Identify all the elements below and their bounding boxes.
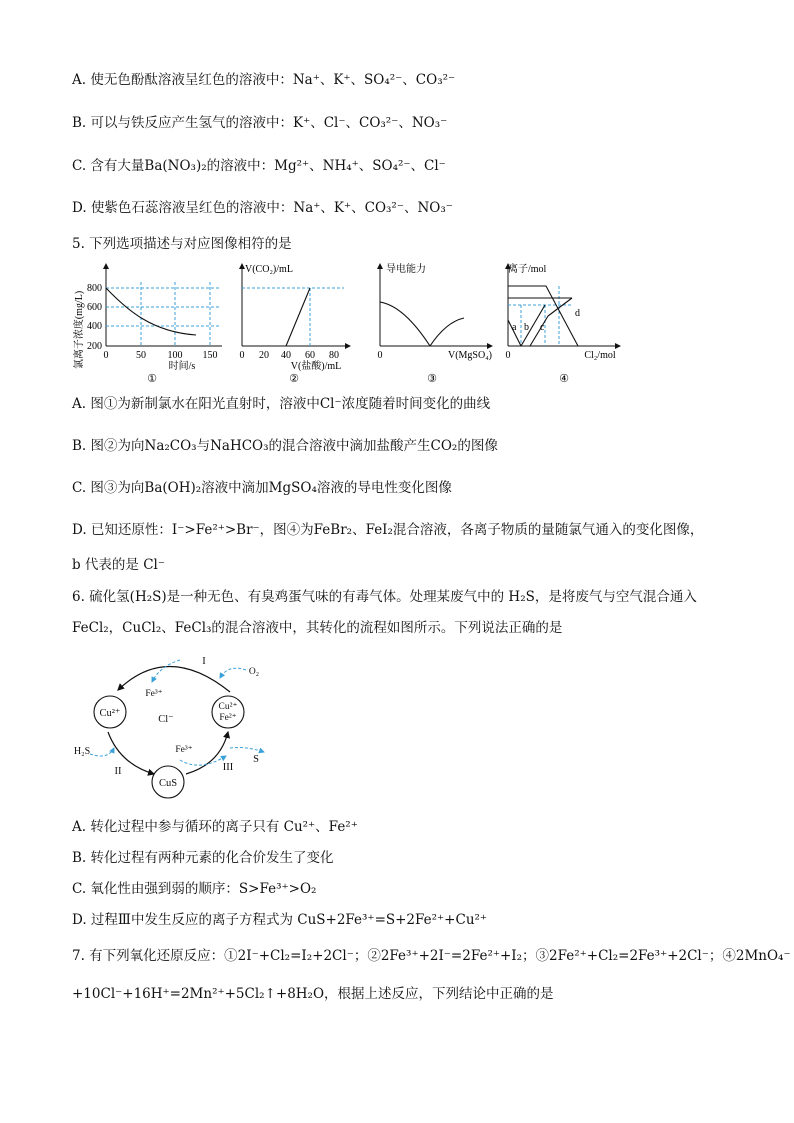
q6-cycle-diagram: [68, 648, 298, 812]
fig1-xtick-100: 100: [167, 350, 183, 361]
q7-line1: 7. 有下列氧化还原反应：①2I⁻+Cl₂=I₂+2Cl⁻；②2Fe³⁺+2I⁻=2Fe²⁺+I₂；③2Fe²⁺+Cl₂=2Fe³⁺+2Cl⁻；④2MnO₄⁻: [72, 948, 791, 964]
label-fe3-bottom: Fe³⁺: [175, 745, 193, 755]
fig4-label-c: c: [540, 322, 545, 333]
fig2-xtick-40: 40: [281, 350, 291, 361]
fig2-xtick-60: 60: [305, 350, 315, 361]
fig2-ylabel: V(CO₂)/mL: [245, 264, 293, 275]
q4-option-c: C. 含有大量Ba(NO₃)₂的溶液中：Mg²⁺、NH₄⁺、SO₄²⁻、Cl⁻: [72, 158, 446, 174]
fig1-ytick-200: 200: [87, 341, 102, 352]
fig3-ylabel: 导电能力: [386, 264, 426, 275]
q6-stem-line2: FeCl₂，CuCl₂、FeCl₃的混合溶液中，其转化的流程如图所示。下列说法正确的是: [72, 620, 563, 636]
label-step-2: II: [114, 766, 122, 777]
q7-line2: +10Cl⁻+16H⁺=2Mn²⁺+5Cl₂↑+8H₂O，根据上述反应，下列结论中正确的是: [72, 986, 554, 1002]
fig1-ytick-800: 800: [87, 283, 102, 294]
q5-stem: 5. 下列选项描述与对应图像相符的是: [72, 236, 292, 252]
figure-3: [378, 262, 493, 385]
node-cu2-right: Cu²⁺: [218, 702, 238, 712]
node-fe2-right: Fe²⁺: [219, 713, 237, 723]
q6-option-b: B. 转化过程有两种元素的化合价发生了变化: [72, 850, 334, 866]
fig1-number: ①: [147, 373, 157, 385]
label-o2: O₂: [248, 667, 260, 677]
fig2-xtick-20: 20: [259, 350, 269, 361]
node-cu2: Cu²⁺: [99, 708, 121, 719]
fig2-xlabel: V(盐酸)/mL: [290, 361, 342, 372]
q6-option-a: A. 转化过程中参与循环的离子只有 Cu²⁺、Fe²⁺: [72, 819, 358, 835]
label-step-1: I: [202, 656, 206, 667]
q5-option-d-line2: b 代表的是 Cl⁻: [72, 557, 165, 573]
q4-option-a: A. 使无色酚酞溶液呈红色的溶液中：Na⁺、K⁺、SO₄²⁻、CO₃²⁻: [72, 72, 456, 88]
figure-2: [240, 264, 351, 385]
fig1-ylabel: 氯离子浓度(mg/L): [74, 290, 85, 370]
label-fe3-top: Fe³⁺: [145, 689, 163, 699]
label-cl: Cl⁻: [158, 714, 174, 725]
fig4-ylabel: 离子/mol: [508, 264, 547, 275]
label-step-3: III: [222, 762, 234, 773]
fig4-origin: 0: [505, 350, 511, 361]
q5-option-b: B. 图②为向Na₂CO₃与NaHCO₃的混合溶液中滴加盐酸产生CO₂的图像: [72, 438, 498, 454]
q4-option-b: B. 可以与铁反应产生氢气的溶液中：K⁺、Cl⁻、CO₃²⁻、NO₃⁻: [72, 115, 448, 131]
fig2-xtick-0: 0: [239, 350, 245, 361]
figure-1: [72, 264, 222, 385]
q6-option-d: D. 过程Ⅲ中发生反应的离子方程式为 CuS+2Fe³⁺=S+2Fe²⁺+Cu²⁺: [72, 912, 488, 928]
fig1-ytick-400: 400: [87, 321, 102, 332]
fig1-xtick-150: 150: [202, 350, 218, 361]
fig4-number: ④: [559, 373, 569, 385]
label-s: S: [253, 754, 259, 765]
q5-figure-set: [72, 258, 632, 390]
fig1-ytick-600: 600: [87, 302, 102, 313]
fig1-xlabel: 时间/s: [168, 361, 196, 372]
fig2-number: ②: [289, 373, 299, 385]
fig1-xtick-50: 50: [136, 350, 146, 361]
node-cus: CuS: [158, 778, 178, 789]
fig4-label-a: a: [512, 322, 517, 333]
q5-figures: [72, 258, 632, 394]
q5-option-a: A. 图①为新制氯水在阳光直射时，溶液中Cl⁻浓度随着时间变化的曲线: [72, 396, 491, 412]
fig2-xtick-80: 80: [329, 350, 339, 361]
fig4-xlabel: Cl₂/mol: [584, 350, 616, 361]
fig3-xlabel: V(MgSO₄): [447, 350, 493, 361]
fig4-label-d: d: [575, 308, 580, 319]
q6-option-c: C. 氧化性由强到弱的顺序：S>Fe³⁺>O₂: [72, 881, 317, 897]
q4-option-d: D. 使紫色石蕊溶液呈红色的溶液中：Na⁺、K⁺、CO₃²⁻、NO₃⁻: [72, 200, 453, 216]
fig1-xtick-0: 0: [103, 350, 109, 361]
fig4-label-b: b: [524, 322, 529, 333]
q5-option-d-line1: D. 已知还原性：I⁻>Fe²⁺>Br⁻，图④为FeBr₂、FeI₂混合溶液，各离子物质的量随氯气通入的变化图像，: [72, 522, 704, 538]
q6-stem-line1: 6. 硫化氢(H₂S)是一种无色、有臭鸡蛋气味的有毒气体。处理某废气中的 H₂S，是将废气与空气混合通入: [72, 589, 697, 605]
label-h2s: H₂S: [73, 746, 91, 757]
fig3-number: ③: [427, 373, 437, 385]
figure-4: [506, 262, 621, 385]
q5-option-c: C. 图③为向Ba(OH)₂溶液中滴加MgSO₄溶液的导电性变化图像: [72, 480, 452, 496]
fig3-origin: 0: [377, 350, 383, 361]
